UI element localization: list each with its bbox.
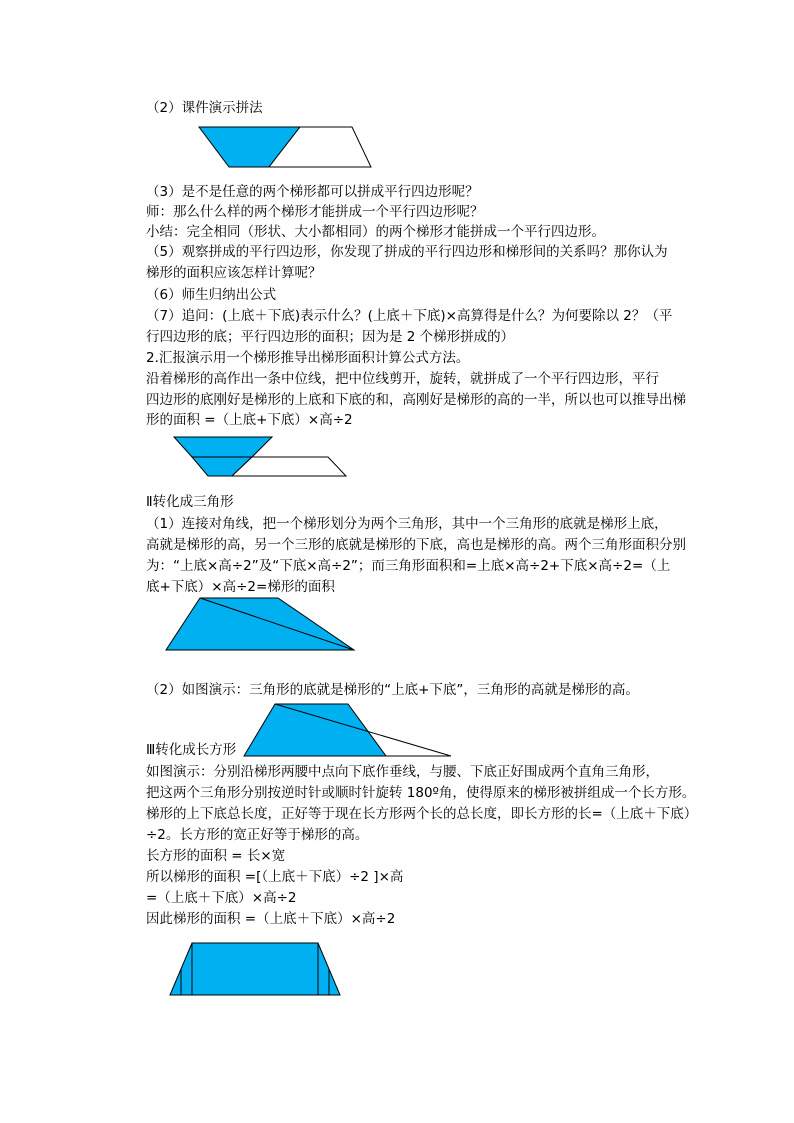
formula-line: 所以梯形的面积 =[（上底＋下底）÷2 ]×高 — [146, 869, 404, 885]
text-line: （6）师生归纳出公式 — [146, 287, 277, 303]
text-line: 为：“上底×高÷2”及“下底×高÷2”；而三角形面积和=上底×高÷2+下底×高÷2=（上 — [146, 558, 671, 574]
text-line: （2）如图演示：三角形的底就是梯形的“上底+下底”，三角形的高就是梯形的高。 — [146, 682, 639, 698]
text-line: 梯形的面积应该怎样计算呢？ — [146, 265, 322, 281]
text-line: 如图演示：分别沿梯形两腰中点向下底作垂线，与腰、下底正好围成两个直角三角形， — [146, 764, 659, 780]
text-line: 梯形的上下底总长度，正好等于现在长方形两个长的总长度，即长方形的长=（上底＋下底） — [146, 806, 698, 822]
text-line: 行四边形的底；平行四边形的面积；因为是 2 个梯形拼成的） — [146, 329, 515, 345]
text-line: （2）课件演示拼法 — [146, 100, 263, 116]
text-line: 把这两个三角形分别按逆时针或顺时针旋转 180º角，使得原来的梯形被拼组成一个长方形。 — [146, 785, 696, 801]
text-line: 师：那么什么样的两个梯形才能拼成一个平行四边形呢？ — [146, 204, 484, 220]
text-line: 底+下底）×高÷2=梯形的面积 — [146, 579, 335, 595]
text-line: （5）观察拼成的平行四边形，你发现了拼成的平行四边形和梯形间的关系吗？那你认为 — [146, 244, 668, 260]
text-line: ÷2。长方形的宽正好等于梯形的高。 — [146, 827, 369, 843]
trapezoid-diagonal-figure — [162, 595, 362, 653]
median-line-cut-figure — [168, 434, 350, 480]
section-heading: Ⅲ转化成长方形 — [146, 742, 237, 758]
text-line: 四边形的底刚好是梯形的上底和下底的和，高刚好是梯形的高的一半，所以也可以推导出梯 — [146, 392, 686, 408]
parallelogram-from-two-trapezoids-figure — [196, 124, 376, 170]
trapezoid-to-rectangle-figure — [168, 940, 346, 998]
section-heading: Ⅱ转化成三角形 — [146, 494, 234, 510]
text-line: 2.汇报演示用一个梯形推导出梯形面积计算公式方法。 — [146, 350, 470, 366]
text-line: 小结：完全相同（形状、大小都相同）的两个梯形才能拼成一个平行四边形。 — [146, 224, 605, 240]
trapezoid-to-triangle-figure — [242, 702, 456, 758]
text-line: 沿着梯形的高作出一条中位线，把中位线剪开，旋转，就拼成了一个平行四边形，平行 — [146, 371, 659, 387]
text-line: （7）追问：(上底＋下底)表示什么？(上底＋下底)×高算得是什么？为何要除以 2？（平 — [146, 308, 673, 324]
text-line: 高就是梯形的高，另一个三形的底就是梯形的下底，高也是梯形的高。两个三角形面积分别 — [146, 537, 686, 553]
text-line: 形的面积 =（上底+下底）×高÷2 — [146, 412, 353, 428]
formula-line: 因此梯形的面积 =（上底＋下底）×高÷2 — [146, 911, 396, 927]
formula-line: 长方形的面积 = 长×宽 — [146, 848, 286, 864]
text-line: （3）是不是任意的两个梯形都可以拼成平行四边形呢？ — [146, 184, 479, 200]
formula-line: =（上底＋下底）×高÷2 — [146, 890, 297, 906]
text-line: （1）连接对角线，把一个梯形划分为两个三角形，其中一个三角形的底就是梯形上底， — [146, 516, 668, 532]
